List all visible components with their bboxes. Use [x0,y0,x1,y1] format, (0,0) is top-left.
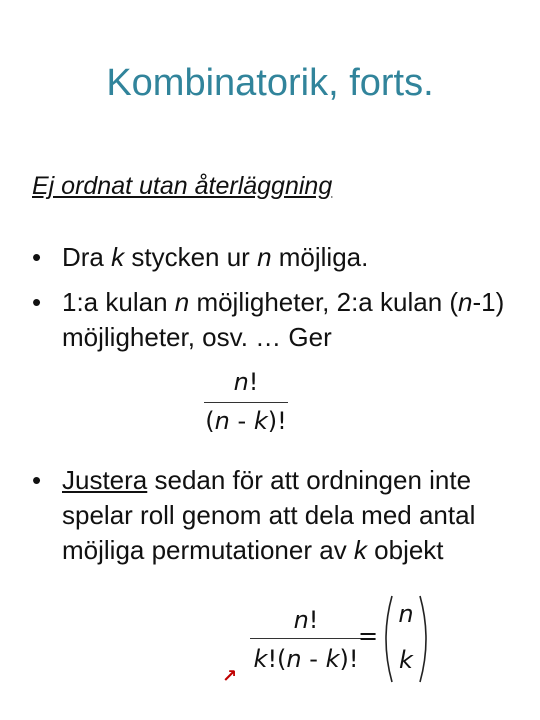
formula-binomial-fraction [250,606,362,673]
bullet-marker: • [32,465,42,495]
bullet-text: Justera sedan för att ordningen inte spelar roll genom att dela med antal möjliga permutationer av k objekt [62,465,476,565]
bullet-marker: • [32,287,42,317]
annotation-arrow-mark: ↗ [222,666,238,686]
bullet-marker: • [32,242,42,272]
fraction-bar [204,402,288,403]
binomial-bottom: k [399,646,413,674]
equals-sign: = [358,622,379,650]
binomial-coefficient [382,594,430,684]
formula-numerator: n! [293,606,319,634]
formula-numerator: n! [233,368,259,396]
bullet-text: Dra k stycken ur n möjliga. [62,242,369,272]
slide-title: Kombinatorik, forts. [106,62,434,104]
binomial-top: n [398,600,414,628]
formula-denominator: (n - k)! [205,407,287,435]
subheading: Ej ordnat utan återläggning [32,172,333,200]
bullet-text: 1:a kulan n möjligheter, 2:a kulan (n-1) möjligheter, osv. … Ger [62,287,505,352]
formula-falling-factorial [200,368,292,435]
formula-denominator: k!(n - k)! [253,645,359,673]
fraction-bar [250,638,362,639]
